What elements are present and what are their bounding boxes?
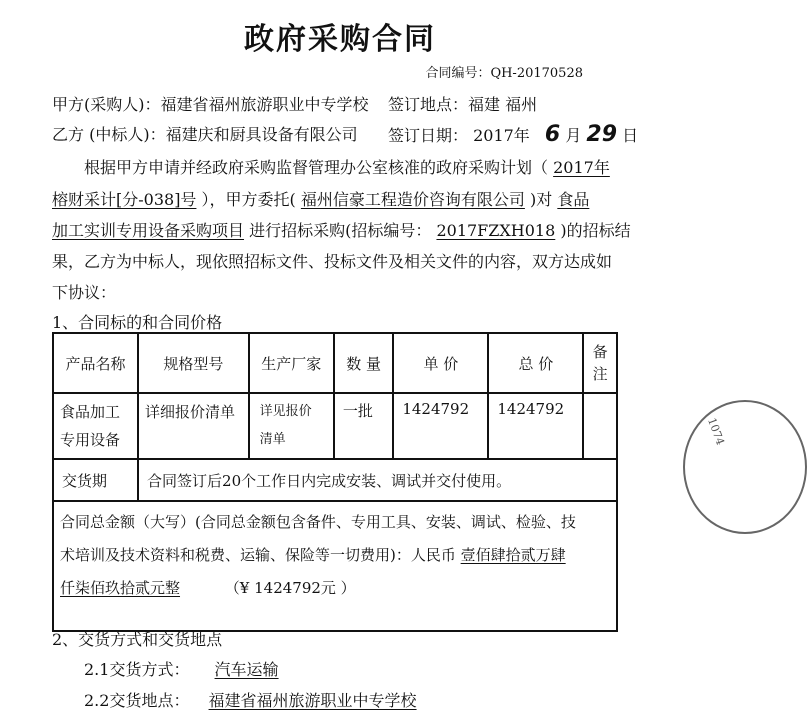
page-title: 政府采购合同: [244, 22, 436, 57]
cell-maker: 详见报价清单: [249, 393, 334, 459]
total-text: 术培训及技术资料和税费、运输、保险等一切费用)：人民币: [60, 546, 456, 564]
th-maker: 生产厂家: [249, 333, 334, 393]
th-remark: 备注: [583, 333, 617, 393]
th-total-price: 总 价: [488, 333, 583, 393]
sign-place: 签订地点：福建 福州: [388, 95, 538, 114]
total-line-3: [60, 572, 610, 605]
price-table: [52, 332, 618, 632]
cell-remark: [583, 393, 617, 459]
bid-number: 2017FZXH018: [436, 221, 556, 240]
total-upper-amount-2: 仟柒佰玖拾贰元整: [60, 579, 181, 597]
total-row: [53, 501, 617, 631]
delivery-method-label: 2.1交货方式：: [84, 660, 190, 679]
table-row: [53, 393, 617, 459]
day-unit: 日: [622, 126, 639, 145]
month-unit: 月: [565, 126, 582, 145]
th-unit-price: 单 价: [393, 333, 488, 393]
total-line-1: 合同总金额（大写）(合同总金额包含备件、专用工具、安装、调试、检验、技: [60, 513, 576, 531]
project-name-2: 加工实训专用设备采购项目: [52, 221, 245, 240]
delivery-place: [84, 688, 417, 711]
sign-month-handwritten: 6: [544, 122, 561, 147]
th-qty: 数 量: [334, 333, 393, 393]
paragraph-line-2: [52, 187, 589, 210]
delivery-method: [84, 657, 425, 680]
paragraph-line-5: 下协议：: [52, 283, 117, 302]
delivery-place-value: 福建省福州旅游职业中专学校: [208, 691, 417, 710]
party-b: 乙方 (中标人)：福建庆和厨具设备有限公司: [52, 125, 358, 144]
sign-date-label: 签订日期： 2017年: [388, 126, 530, 145]
delivery-row: [53, 459, 617, 501]
delivery-label: 交货期: [53, 459, 138, 501]
para-text: )的招标结: [560, 221, 631, 240]
cell-total-price: 1424792: [488, 393, 583, 459]
paragraph-line-1: [84, 155, 610, 178]
party-a: 甲方(采购人)：福建省福州旅游职业中专学校: [52, 95, 369, 114]
delivery-method-value: 汽车运输: [214, 660, 279, 679]
delivery-place-label: 2.2交货地点：: [84, 691, 190, 710]
delivery-value: 合同签订后20个工作日内完成安装、调试并交付使用。: [138, 459, 617, 501]
cell-spec: 详细报价清单: [138, 393, 249, 459]
total-upper-amount: 壹佰肆拾贰万肆: [460, 546, 566, 564]
cell-unit-price: 1424792: [393, 393, 488, 459]
para-text: )对: [529, 190, 553, 209]
total-line-2: [60, 539, 610, 572]
contract-number: 合同编号：QH-20170528: [425, 66, 583, 81]
th-product: 产品名称: [53, 333, 138, 393]
paragraph-line-4: 果，乙方为中标人，现依照招标文件、投标文件及相关文件的内容，双方达成如: [52, 252, 613, 271]
agency-name: 福州信豪工程造价咨询有限公司: [300, 190, 525, 209]
official-seal-partial: [683, 400, 807, 534]
plan-number-2: 榕财采计[分-038]号: [52, 190, 197, 209]
sign-day-handwritten: 29: [586, 122, 618, 147]
sign-date: [388, 122, 638, 147]
cell-qty: 一批: [334, 393, 393, 459]
seal-text: 1074: [705, 416, 727, 447]
total-numeric-amount: （¥ 1424792元 ）: [224, 579, 356, 597]
section-1-heading: 1、合同标的和合同价格: [52, 313, 223, 332]
plan-number: 2017年: [553, 158, 610, 177]
paragraph-line-3: [52, 218, 631, 241]
th-spec: 规格型号: [138, 333, 249, 393]
para-text: ），甲方委托(: [201, 190, 296, 209]
para-text: 根据甲方申请并经政府采购监督管理办公室核准的政府采购计划（: [84, 158, 549, 177]
section-2-heading: 2、交货方式和交货地点: [52, 630, 223, 649]
project-name: 食品: [557, 190, 590, 209]
table-header-row: [53, 333, 617, 393]
cell-product: 食品加工专用设备: [53, 393, 138, 459]
para-text: 进行招标采购(招标编号：: [249, 221, 432, 240]
total-amount-cell: [53, 501, 617, 631]
